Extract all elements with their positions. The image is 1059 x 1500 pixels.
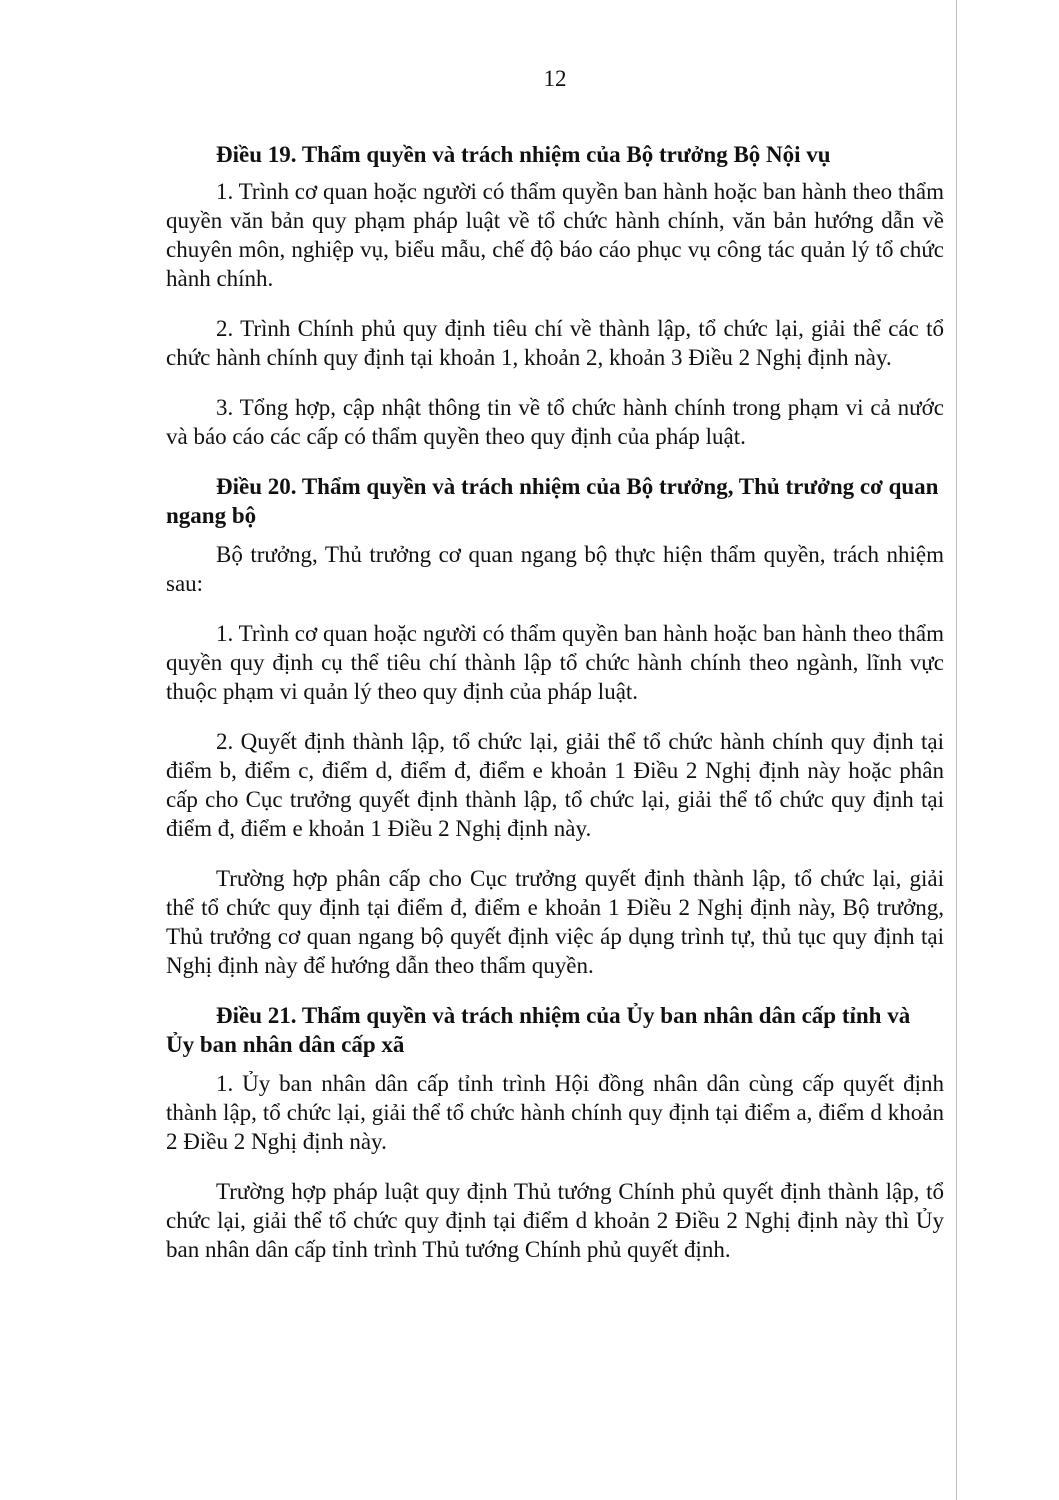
article-heading: Điều 21. Thẩm quyền và trách nhiệm của Ủy ban nhân dân cấp tỉnh và Ủy ban nhân dân cấp xã bbox=[166, 1003, 911, 1057]
article-paragraph: Trường hợp pháp luật quy định Thủ tướng Chính phủ quyết định thành lập, tổ chức lại, giải thể tổ chức quy định tại điểm d khoản 2 Điều 2 Nghị định này thì Ủy ban nhân dân cấp tỉnh trình Thủ tướng Chính phủ quyết định. bbox=[166, 1179, 944, 1262]
article-paragraph: 1. Ủy ban nhân dân cấp tỉnh trình Hội đồng nhân dân cùng cấp quyết định thành lập, tổ chức lại, giải thể tổ chức hành chính quy định tại điểm a, điểm d khoản 2 Điều 2 Nghị định này. bbox=[166, 1071, 944, 1154]
article-heading: Điều 19. Thẩm quyền và trách nhiệm của Bộ trưởng Bộ Nội vụ bbox=[216, 142, 831, 167]
article-20 bbox=[166, 472, 944, 980]
document-body bbox=[166, 140, 944, 1285]
article-heading: Điều 20. Thẩm quyền và trách nhiệm của Bộ trưởng, Thủ trưởng cơ quan ngang bộ bbox=[166, 474, 939, 528]
article-paragraph: 1. Trình cơ quan hoặc người có thẩm quyền ban hành hoặc ban hành theo thẩm quyền văn bản quy phạm pháp luật về tổ chức hành chính, văn bản hướng dẫn về chuyên môn, nghiệp vụ, biểu mẫu, chế độ báo cáo phục vụ công tác quản lý tổ chức hành chính. bbox=[166, 179, 944, 291]
article-paragraph: 2. Quyết định thành lập, tổ chức lại, giải thể tổ chức hành chính quy định tại điểm b, điểm c, điểm d, điểm đ, điểm e khoản 1 Điều 2 Nghị định này hoặc phân cấp cho Cục trưởng quyết định thành lập, tổ chức lại, giải thể tổ chức quy định tại điểm đ, điểm e khoản 1 Điều 2 Nghị định này. bbox=[166, 729, 944, 841]
article-paragraph: 3. Tổng hợp, cập nhật thông tin về tổ chức hành chính trong phạm vi cả nước và báo cáo các cấp có thẩm quyền theo quy định của pháp luật. bbox=[166, 395, 944, 449]
article-paragraph: 2. Trình Chính phủ quy định tiêu chí về thành lập, tổ chức lại, giải thể các tổ chức hành chính quy định tại khoản 1, khoản 2, khoản 3 Điều 2 Nghị định này. bbox=[166, 316, 944, 370]
scan-edge-line bbox=[956, 0, 957, 1500]
article-21 bbox=[166, 1001, 944, 1264]
article-paragraph: Bộ trưởng, Thủ trưởng cơ quan ngang bộ thực hiện thẩm quyền, trách nhiệm sau: bbox=[166, 542, 944, 596]
article-paragraph: 1. Trình cơ quan hoặc người có thẩm quyền ban hành hoặc ban hành theo thẩm quyền quy định cụ thể tiêu chí thành lập tổ chức hành chính theo ngành, lĩnh vực thuộc phạm vi quản lý theo quy định của pháp luật. bbox=[166, 621, 944, 704]
article-paragraph: Trường hợp phân cấp cho Cục trưởng quyết định thành lập, tổ chức lại, giải thể tổ chức quy định tại điểm đ, điểm e khoản 1 Điều 2 Nghị định này, Bộ trưởng, Thủ trưởng cơ quan ngang bộ quyết định việc áp dụng trình tự, thủ tục quy định tại Nghị định này để hướng dẫn theo thẩm quyền. bbox=[166, 866, 944, 978]
article-19 bbox=[166, 140, 944, 451]
page-number: 12 bbox=[543, 66, 567, 91]
